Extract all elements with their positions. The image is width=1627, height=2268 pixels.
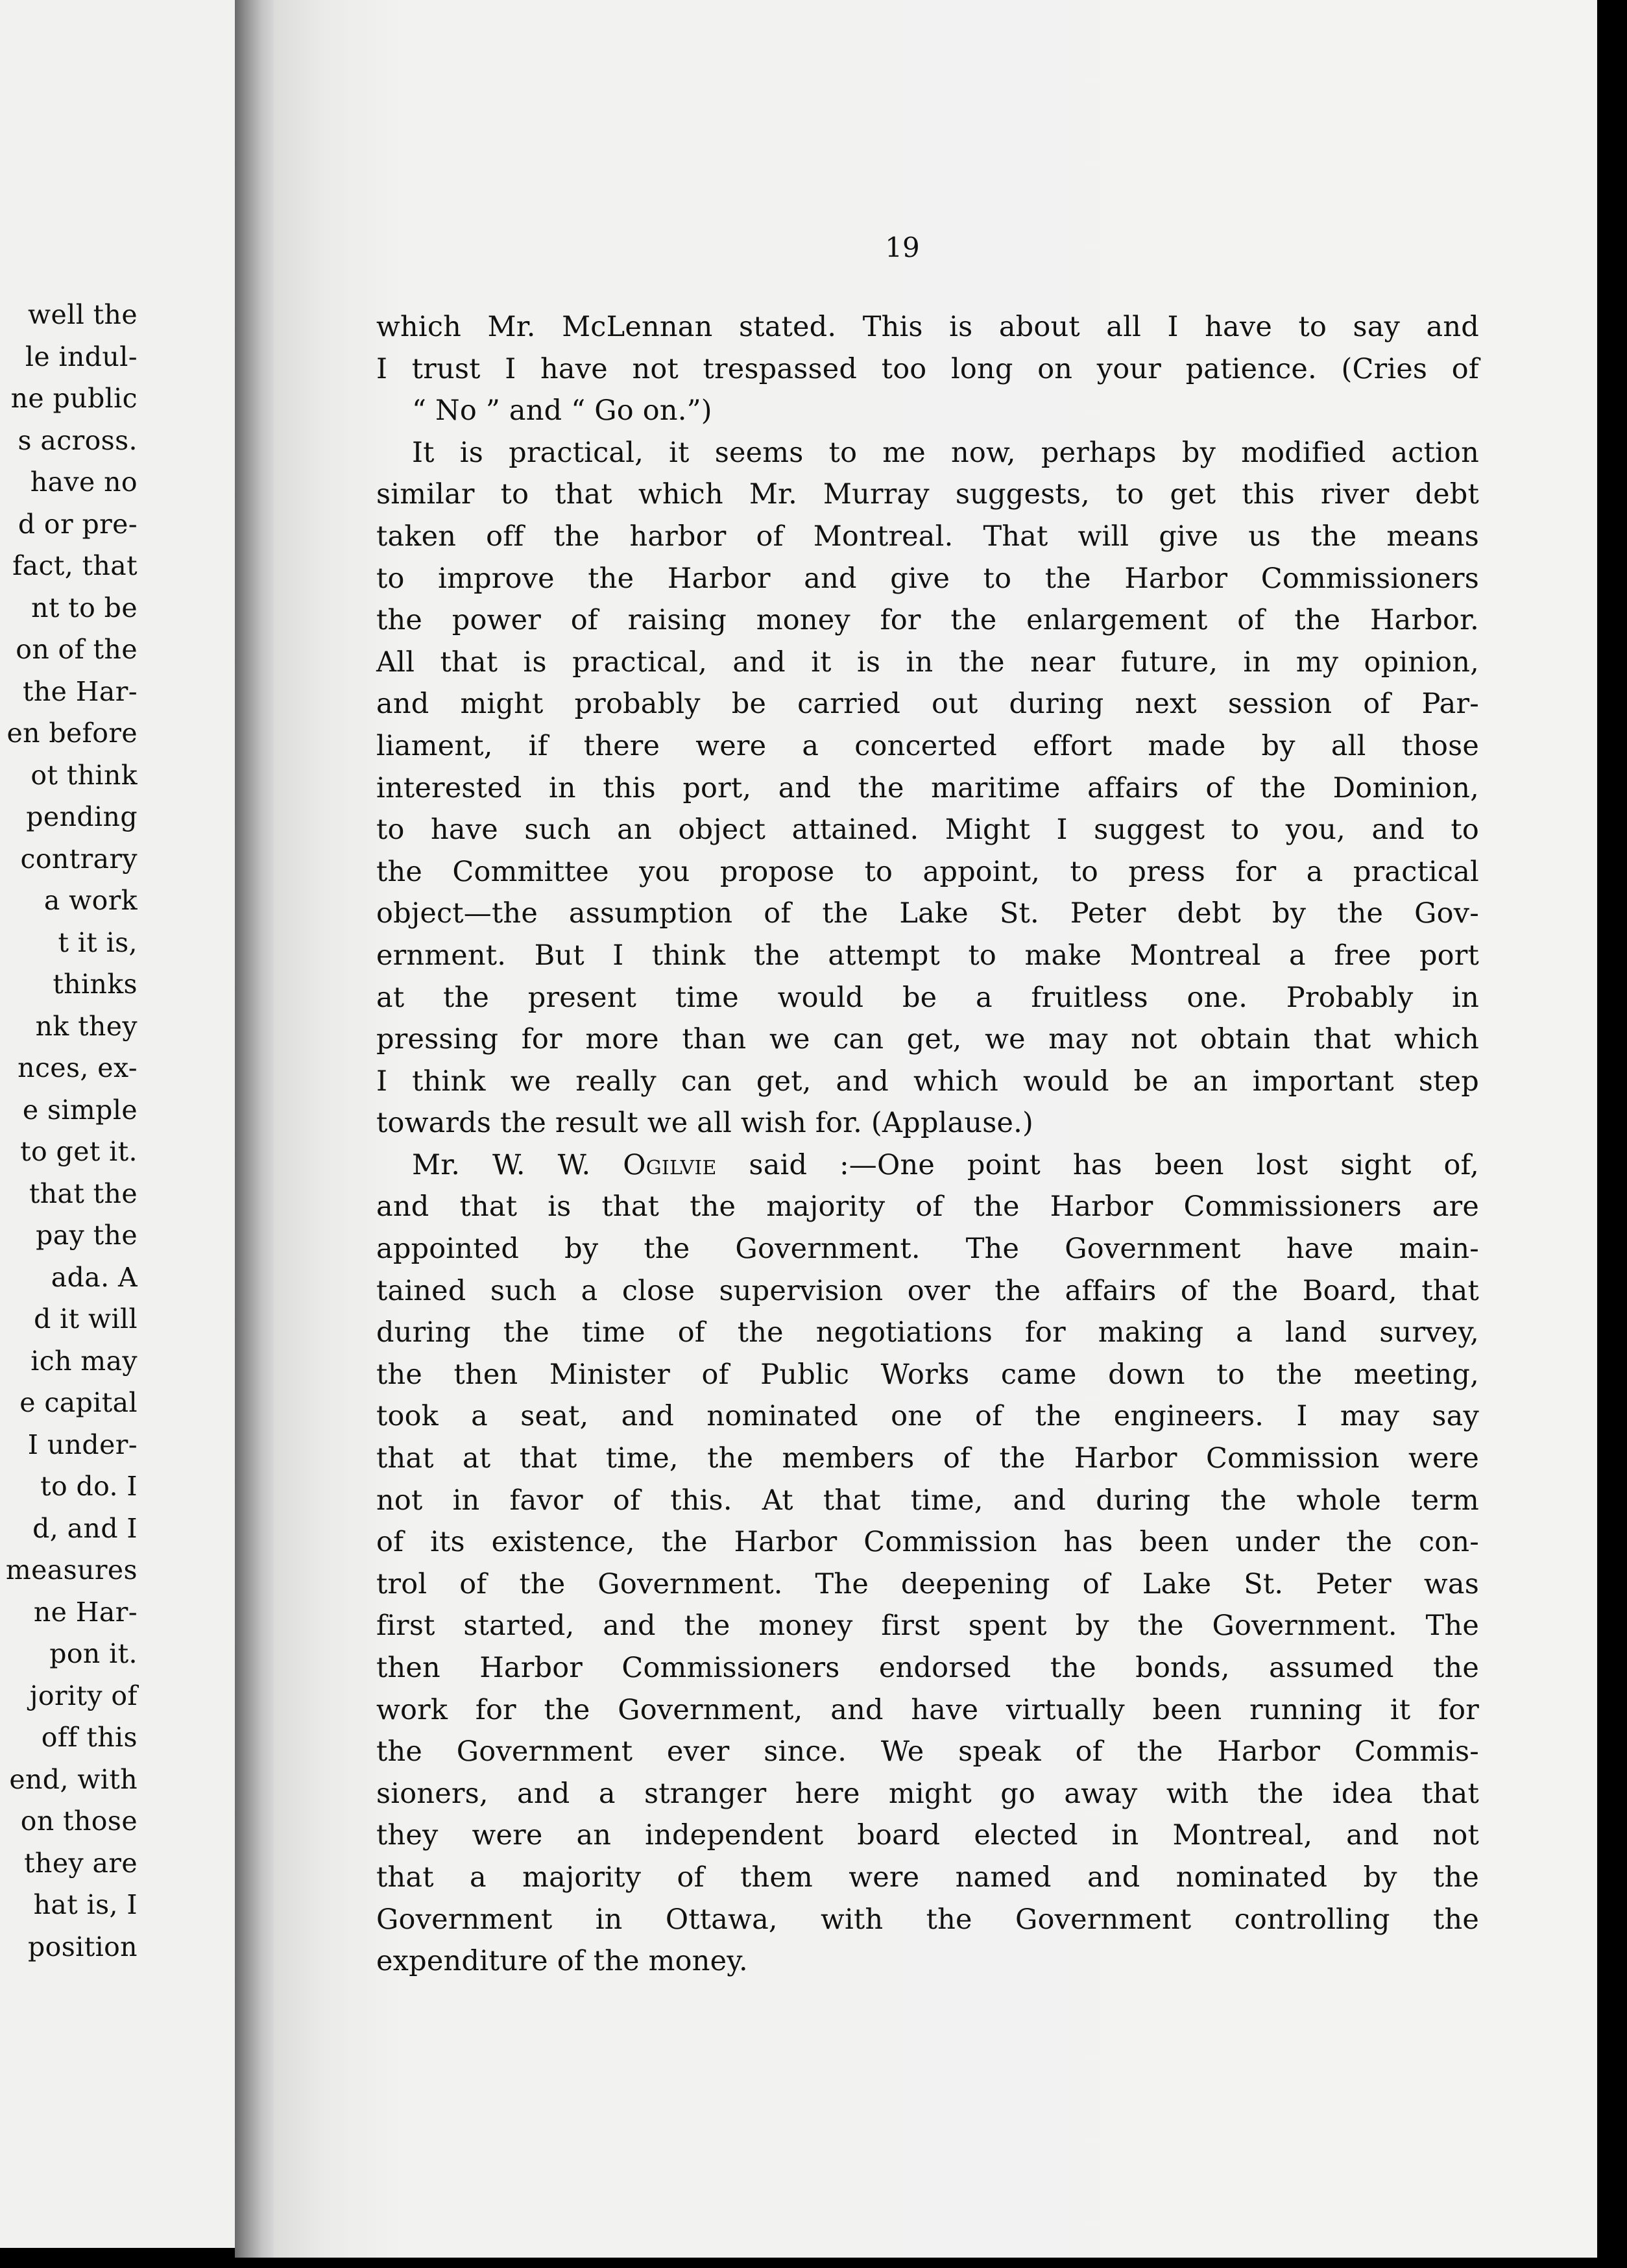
- speaker-line-rest: said :—One point has been lost sight of,: [716, 1148, 1480, 1181]
- facing-page-left: [0, 0, 235, 2248]
- text-line: to improve the Harbor and give to the Harbor Commissioners: [376, 562, 1479, 595]
- page-19: [274, 0, 1597, 2258]
- text-line: the then Minister of Public Works came down to the meeting,: [376, 1358, 1479, 1391]
- fragment-line: d, and I: [32, 1512, 138, 1544]
- page-number: 19: [885, 232, 920, 263]
- text-line: taken off the harbor of Montreal. That will give us the means: [376, 520, 1479, 553]
- fragment-line: well the: [28, 299, 138, 330]
- text-line: sioners, and a stranger here might go away with the idea that: [376, 1777, 1479, 1810]
- paragraph-ogilvie-speech: [376, 1144, 1479, 1983]
- fragment-line: e capital: [19, 1387, 138, 1418]
- fragment-line: to get it.: [20, 1136, 138, 1167]
- fragment-line: en before: [6, 718, 138, 749]
- fragment-line: nt to be: [31, 592, 138, 623]
- fragment-line: pon it.: [49, 1638, 138, 1669]
- fragment-line: a work: [43, 885, 138, 916]
- text-line: at the present time would be a fruitless one. Probably in: [376, 981, 1479, 1014]
- text-line: that at that time, the members of the Harbor Commission were: [376, 1442, 1479, 1475]
- fragment-line: d it will: [34, 1303, 138, 1334]
- fragment-line: on of the: [16, 634, 138, 665]
- text-line: and might probably be carried out during next session of Par-: [376, 688, 1479, 721]
- fragment-line: on those: [20, 1805, 138, 1837]
- text-line: which Mr. McLennan stated. This is about all I have to say and: [376, 311, 1479, 343]
- text-line: the power of raising money for the enlargement of the Harbor.: [376, 604, 1479, 637]
- fragment-line: pay the: [36, 1220, 138, 1251]
- fragment-line: e simple: [22, 1094, 138, 1126]
- text-line: liament, if there were a concerted effort made by all those: [376, 729, 1479, 762]
- text-line: first started, and the money first spent by the Government. The: [376, 1610, 1479, 1643]
- text-line: interested in this port, and the maritime affairs of the Dominion,: [376, 771, 1479, 804]
- fragment-line: t it is,: [58, 926, 138, 958]
- speaker-prefix: Mr. W. W.: [412, 1148, 623, 1181]
- speaker-name: Ogilvie: [623, 1148, 717, 1181]
- fragment-line: nces, ex-: [18, 1052, 138, 1083]
- fragment-line: nk they: [35, 1010, 138, 1042]
- text-line: Government in Ottawa, with the Government controlling the: [376, 1903, 1479, 1936]
- text-line: work for the Government, and have virtually been running it for: [376, 1693, 1479, 1726]
- text-line: object—the assumption of the Lake St. Peter debt by the Gov-: [376, 897, 1479, 930]
- speaker-line: [376, 1144, 1479, 1187]
- fragment-line: ne public: [10, 383, 138, 414]
- text-line: that a majority of them were named and nominated by the: [376, 1861, 1479, 1894]
- paragraph-closing-remarks: [376, 306, 1479, 432]
- fragment-line: s across.: [18, 424, 138, 456]
- text-line: pressing for more than we can get, we may not obtain that which: [376, 1023, 1479, 1056]
- fragment-line: I under-: [27, 1429, 138, 1460]
- fragment-line: thinks: [53, 969, 138, 1000]
- text-line: of its existence, the Harbor Commission has been under the con-: [376, 1526, 1479, 1559]
- text-line: “ No ” and “ Go on.”): [412, 394, 712, 428]
- text-line: I trust I have not trespassed too long on your patience. (Cries of: [376, 352, 1479, 385]
- speech-lines: [376, 1186, 1479, 1982]
- fragment-line: le indul-: [25, 341, 138, 372]
- book-gutter-shadow: [235, 0, 274, 2258]
- text-line: I think we really can get, and which would be an important step: [376, 1065, 1479, 1098]
- text-line: the Government ever since. We speak of the Harbor Commis-: [376, 1735, 1479, 1768]
- fragment-line: pending: [26, 801, 138, 832]
- text-line: towards the result we all wish for. (Applause.): [376, 1107, 1033, 1140]
- text-line: they were an independent board elected in Montreal, and not: [376, 1819, 1479, 1852]
- fragment-line: off this: [41, 1722, 138, 1753]
- fragment-line: end, with: [9, 1763, 138, 1795]
- text-line: tained such a close supervision over the affairs of the Board, that: [376, 1274, 1479, 1307]
- fragment-line: the Har-: [22, 675, 138, 707]
- fragment-line: hat is, I: [33, 1889, 138, 1920]
- text-line: expenditure of the money.: [376, 1945, 748, 1978]
- fragment-line: ich may: [30, 1345, 138, 1377]
- fragment-line: they are: [24, 1847, 138, 1879]
- text-line: to have such an object attained. Might I suggest to you, and to: [376, 814, 1479, 847]
- text-line: during the time of the negotiations for making a land survey,: [376, 1316, 1479, 1349]
- fragment-line: that the: [29, 1177, 138, 1209]
- fragment-line: to do. I: [40, 1471, 138, 1502]
- text-line: trol of the Government. The deepening of Lake St. Peter was: [376, 1567, 1479, 1600]
- text-line: and that is that the majority of the Harbor Commissioners are: [376, 1190, 1479, 1224]
- fragment-line: fact, that: [12, 550, 138, 581]
- fragment-line: ot think: [30, 759, 138, 791]
- text-line: not in favor of this. At that time, and during the whole term: [376, 1484, 1479, 1517]
- facing-page-text-fragments: [6, 294, 138, 1968]
- text-line: similar to that which Mr. Murray suggests, to get this river debt: [376, 478, 1479, 511]
- fragment-line: ne Har-: [33, 1596, 138, 1628]
- fragment-line: jority of: [29, 1680, 138, 1711]
- text-line: All that is practical, and it is in the near future, in my opinion,: [376, 645, 1479, 679]
- text-line: appointed by the Government. The Government have main-: [376, 1233, 1479, 1266]
- paragraph-practical-action: [376, 432, 1479, 1144]
- text-line: It is practical, it seems to me now, perhaps by modified action: [412, 436, 1479, 469]
- text-line: ernment. But I think the attempt to make Montreal a free port: [376, 939, 1479, 972]
- fragment-line: d or pre-: [18, 508, 138, 540]
- fragment-line: position: [28, 1931, 138, 1962]
- fragment-line: measures: [5, 1554, 138, 1586]
- fragment-line: contrary: [20, 843, 138, 875]
- fragment-line: ada. A: [51, 1261, 138, 1293]
- fragment-line: have no: [30, 466, 138, 498]
- text-line: then Harbor Commissioners endorsed the bonds, assumed the: [376, 1652, 1479, 1684]
- text-line: took a seat, and nominated one of the engineers. I may say: [376, 1400, 1479, 1433]
- body-text: [376, 306, 1479, 1983]
- text-line: the Committee you propose to appoint, to press for a practical: [376, 855, 1479, 888]
